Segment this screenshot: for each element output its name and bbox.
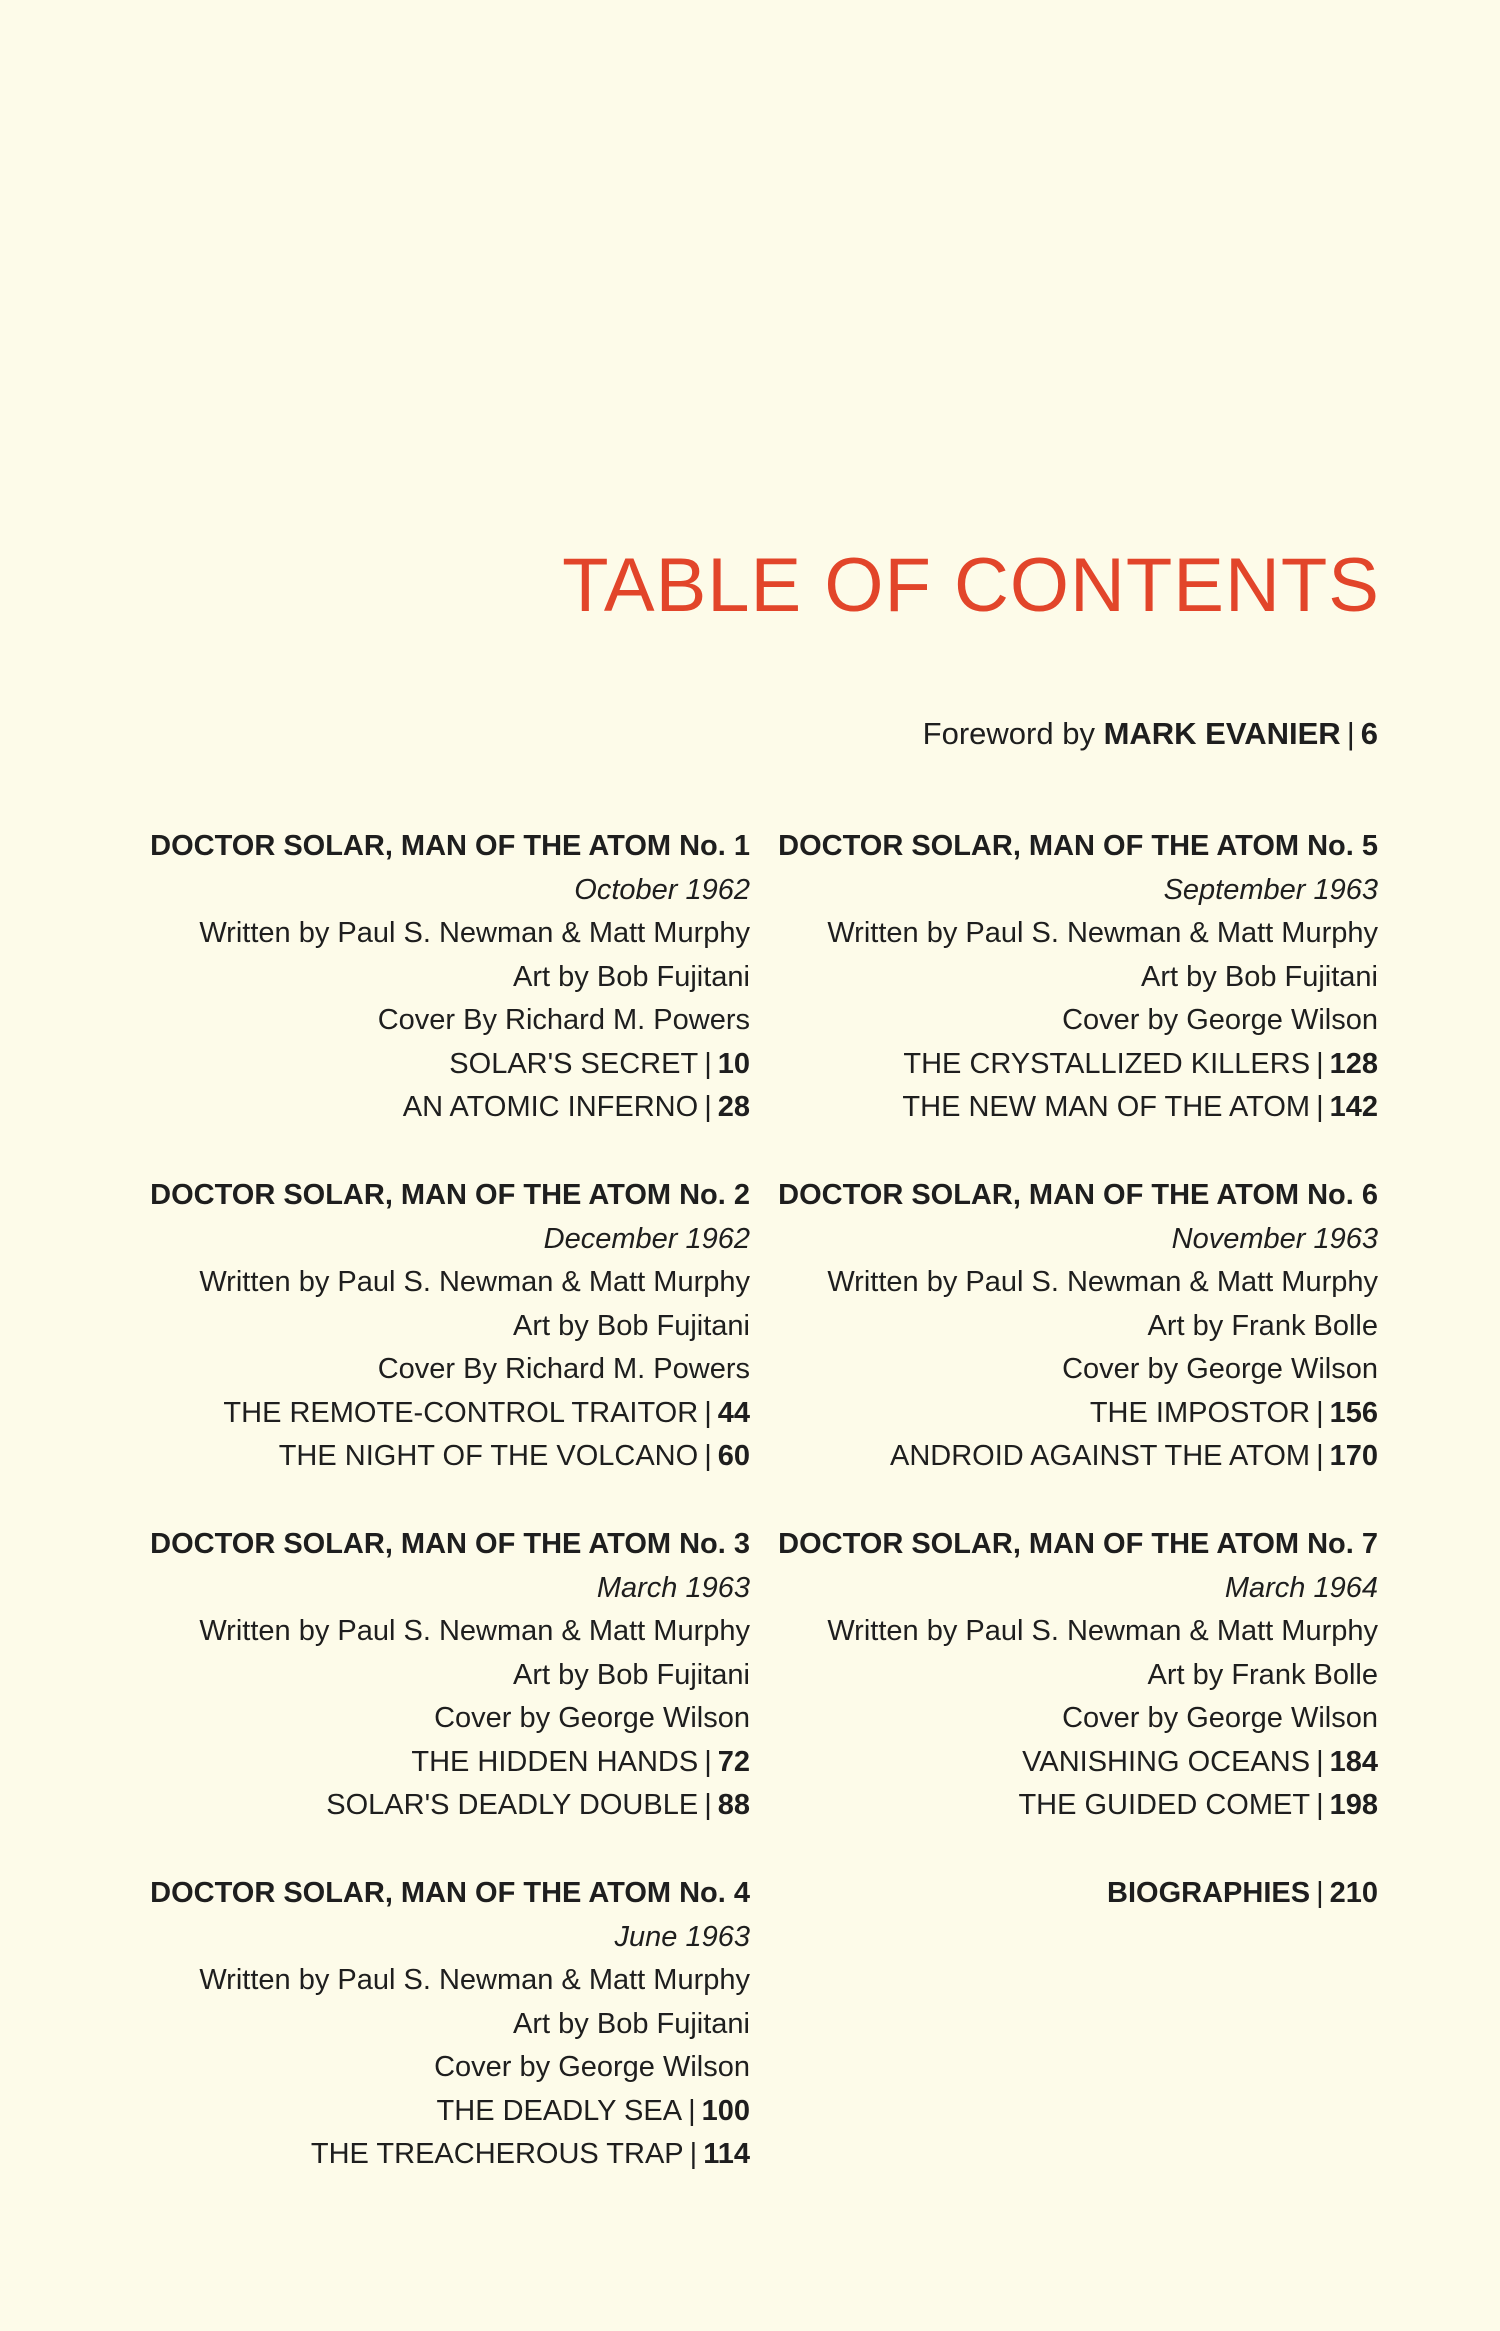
story-entry — [130, 1043, 750, 1087]
writer-credit: Written by Paul S. Newman & Matt Murphy — [827, 917, 1378, 949]
story-page: 114 — [703, 2138, 750, 2170]
biographies-label: BIOGRAPHIES — [1107, 1877, 1311, 1909]
story-page: 128 — [1329, 1047, 1378, 1080]
story-entry — [130, 2090, 750, 2134]
issue-entry — [758, 1523, 1378, 1872]
cover-credit: Cover by George Wilson — [1062, 1353, 1378, 1385]
art-credit: Art by Bob Fujitani — [1141, 960, 1378, 993]
story-page: 198 — [1329, 1789, 1378, 1821]
foreword-entry — [923, 714, 1378, 754]
cover-credit: Cover By Richard M. Powers — [377, 1353, 750, 1385]
story-title: THE DEADLY SEA — [436, 2094, 683, 2127]
story-page: 88 — [717, 1789, 750, 1821]
story-page: 184 — [1329, 1745, 1378, 1778]
issue-entry — [758, 825, 1378, 1174]
story-title: THE TREACHEROUS TRAP — [310, 2138, 684, 2170]
story-entry — [758, 1784, 1378, 1828]
story-entry — [130, 1435, 750, 1479]
story-entry — [758, 1392, 1378, 1436]
separator: | — [704, 1396, 712, 1429]
separator: | — [1316, 1877, 1324, 1909]
separator: | — [1346, 716, 1355, 751]
story-page: 170 — [1329, 1440, 1378, 1472]
issue-date: September 1963 — [1163, 873, 1378, 906]
issue-heading: DOCTOR SOLAR, MAN OF THE ATOM No. 1 — [150, 830, 750, 862]
separator: | — [1316, 1789, 1324, 1821]
story-title: THE HIDDEN HANDS — [411, 1745, 699, 1778]
separator: | — [1316, 1047, 1324, 1080]
issue-heading: DOCTOR SOLAR, MAN OF THE ATOM No. 7 — [778, 1528, 1378, 1560]
writer-credit: Written by Paul S. Newman & Matt Murphy — [199, 917, 750, 949]
cover-credit: Cover By Richard M. Powers — [377, 1004, 750, 1036]
separator: | — [704, 1091, 712, 1123]
story-title: SOLAR'S SECRET — [449, 1047, 699, 1080]
story-page: 142 — [1329, 1091, 1378, 1123]
art-credit: Art by Frank Bolle — [1147, 1658, 1378, 1691]
issue-date: December 1962 — [543, 1222, 750, 1255]
separator: | — [1316, 1440, 1324, 1472]
issue-entry — [130, 1174, 750, 1523]
story-title: ANDROID AGAINST THE ATOM — [890, 1440, 1311, 1472]
story-entry — [758, 1435, 1378, 1479]
issue-heading: DOCTOR SOLAR, MAN OF THE ATOM No. 5 — [778, 830, 1378, 862]
issue-heading: DOCTOR SOLAR, MAN OF THE ATOM No. 6 — [778, 1179, 1378, 1211]
story-title: AN ATOMIC INFERNO — [402, 1091, 699, 1123]
story-page: 100 — [701, 2094, 750, 2127]
story-page: 72 — [717, 1745, 750, 1778]
story-entry — [130, 1086, 750, 1130]
separator: | — [704, 1789, 712, 1821]
issue-entry — [130, 825, 750, 1174]
story-entry — [130, 1741, 750, 1785]
story-page: 10 — [717, 1047, 750, 1080]
story-entry — [130, 2133, 750, 2177]
separator: | — [1316, 1396, 1324, 1429]
separator: | — [688, 2094, 696, 2127]
foreword-author: MARK EVANIER — [1103, 716, 1341, 751]
right-column — [758, 825, 1378, 1916]
issue-entry — [130, 1872, 750, 2221]
foreword-prefix: Foreword by — [922, 716, 1095, 751]
separator: | — [704, 1047, 712, 1080]
issue-heading: DOCTOR SOLAR, MAN OF THE ATOM No. 3 — [150, 1528, 750, 1560]
issue-entry — [758, 1174, 1378, 1523]
biographies-page: 210 — [1329, 1877, 1378, 1909]
issue-heading: DOCTOR SOLAR, MAN OF THE ATOM No. 2 — [150, 1179, 750, 1211]
separator: | — [689, 2138, 698, 2170]
separator: | — [1316, 1745, 1324, 1778]
story-title: THE CRYSTALLIZED KILLERS — [903, 1047, 1311, 1080]
issue-date: November 1963 — [1171, 1222, 1378, 1255]
issue-date: October 1962 — [574, 873, 750, 906]
writer-credit: Written by Paul S. Newman & Matt Murphy — [199, 1266, 750, 1298]
issue-date: June 1963 — [614, 1920, 750, 1953]
separator: | — [1316, 1091, 1324, 1123]
story-title: THE NEW MAN OF THE ATOM — [902, 1091, 1311, 1123]
writer-credit: Written by Paul S. Newman & Matt Murphy — [199, 1615, 750, 1647]
issue-date: March 1963 — [596, 1571, 750, 1604]
cover-credit: Cover by George Wilson — [1062, 1004, 1378, 1036]
story-title: THE GUIDED COMET — [1018, 1789, 1311, 1821]
art-credit: Art by Bob Fujitani — [513, 1309, 750, 1342]
story-page: 44 — [717, 1396, 750, 1429]
art-credit: Art by Frank Bolle — [1147, 1309, 1378, 1342]
story-title: THE NIGHT OF THE VOLCANO — [278, 1440, 699, 1472]
story-title: THE REMOTE-CONTROL TRAITOR — [223, 1396, 699, 1429]
issue-date: March 1964 — [1224, 1571, 1378, 1604]
story-page: 60 — [717, 1440, 750, 1472]
issue-heading: DOCTOR SOLAR, MAN OF THE ATOM No. 4 — [150, 1877, 750, 1909]
story-entry — [758, 1741, 1378, 1785]
story-page: 156 — [1329, 1396, 1378, 1429]
story-entry — [758, 1086, 1378, 1130]
story-title: VANISHING OCEANS — [1022, 1745, 1311, 1778]
art-credit: Art by Bob Fujitani — [513, 960, 750, 993]
cover-credit: Cover by George Wilson — [434, 1702, 750, 1734]
story-page: 28 — [717, 1091, 750, 1123]
separator: | — [704, 1745, 712, 1778]
story-title: THE IMPOSTOR — [1089, 1396, 1311, 1429]
writer-credit: Written by Paul S. Newman & Matt Murphy — [827, 1615, 1378, 1647]
art-credit: Art by Bob Fujitani — [513, 2007, 750, 2040]
issue-entry — [130, 1523, 750, 1872]
art-credit: Art by Bob Fujitani — [513, 1658, 750, 1691]
page-title: TABLE OF CONTENTS — [562, 543, 1380, 628]
foreword-page: 6 — [1360, 716, 1378, 751]
story-entry — [758, 1043, 1378, 1087]
story-title: SOLAR'S DEADLY DOUBLE — [326, 1789, 699, 1821]
cover-credit: Cover by George Wilson — [434, 2051, 750, 2083]
story-entry — [130, 1784, 750, 1828]
cover-credit: Cover by George Wilson — [1062, 1702, 1378, 1734]
writer-credit: Written by Paul S. Newman & Matt Murphy — [199, 1964, 750, 1996]
biographies-entry — [758, 1872, 1378, 1916]
story-entry — [130, 1392, 750, 1436]
separator: | — [704, 1440, 712, 1472]
writer-credit: Written by Paul S. Newman & Matt Murphy — [827, 1266, 1378, 1298]
left-column — [130, 825, 750, 2221]
